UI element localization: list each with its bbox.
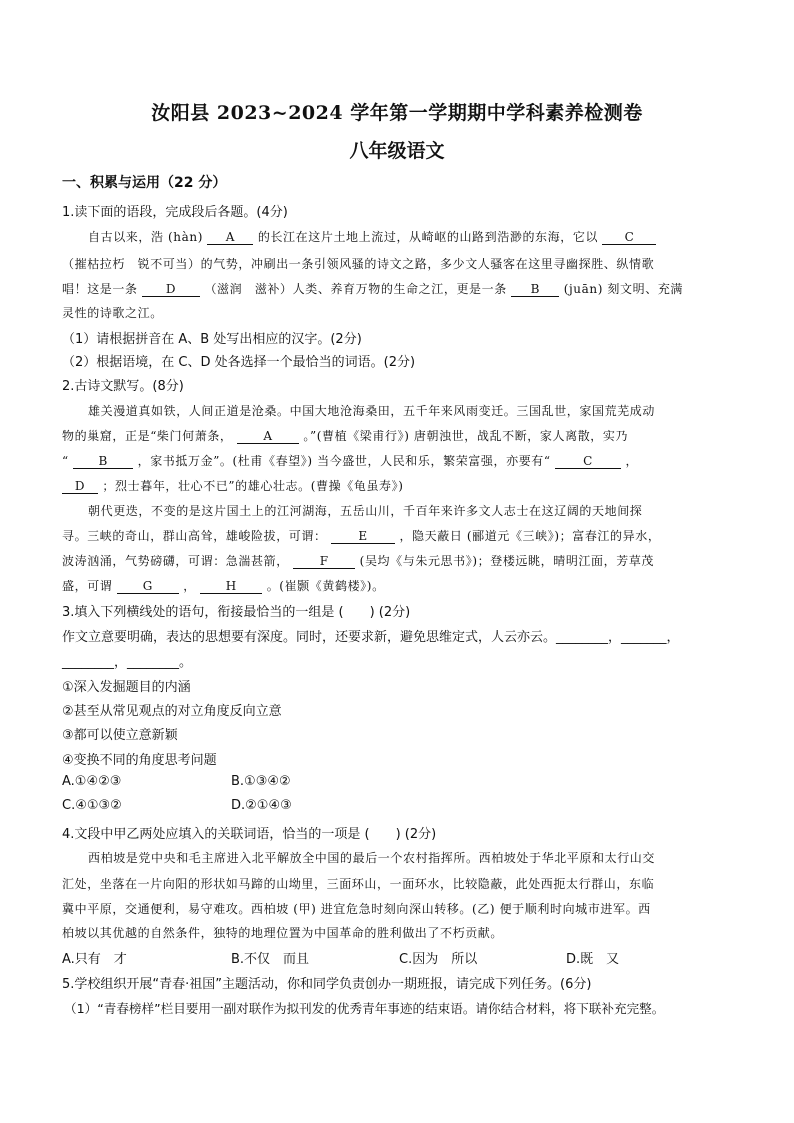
q1-subquestion-2: （2）根据语境，在 C、D 处各选择一个最恰当的词语。(2分) (62, 355, 416, 370)
q1-text: 的长江在这片土地上流过，从崎岖的山路到浩渺的东海，它以 (257, 230, 599, 244)
q4-passage-line: 冀中平原，交通便利，易守难攻。西柏坡 (甲) 进宜危急时刻向深山转移。(乙) 便于顺利时向城市进军。西 (62, 902, 651, 916)
exam-title: 汝阳县 2023~2024 学年第一学期期中学科素养检测卷 (151, 102, 643, 124)
q2-text: ；烈士暮年，壮心不已”的雄心壮志。(曹操《龟虽寿》) (102, 479, 404, 493)
q2-passage-line (62, 452, 638, 469)
q2-blank-b[interactable]: B (73, 454, 133, 469)
q1-text: （滋润 滋补）人类、养育万物的生命之江，更是一条 (204, 282, 507, 296)
q2-text: (吴均《与朱元思书》)；登楼远眺，晴明江面，芳草茂 (359, 554, 655, 568)
q1-blank-c[interactable]: C (602, 230, 656, 245)
q1-text: 唱！这是一条 (62, 282, 138, 296)
question-1-stem: 1.读下面的语段，完成段后各题。(4分) (62, 205, 288, 220)
q1-blank-d[interactable]: D (142, 282, 200, 297)
q4-passage-line: 汇处，坐落在一片向阳的形状如马蹄的山坳里，三面环山，一面环水，比较隐蔽，此处西扼太行群山，东临 (62, 877, 655, 891)
q3-choice-d[interactable]: D.②①④③ (231, 798, 292, 813)
q2-text: 寻。三峡的奇山，群山高耸，雄峻险拔，可谓： (62, 529, 327, 543)
q2-blank-e[interactable]: E (331, 529, 395, 544)
q2-text: 。”(曹植《梁甫行》) 唐朝浊世，战乱不断，家人离散，实乃 (303, 429, 629, 443)
q2-blank-g[interactable]: G (117, 579, 179, 594)
q2-passage-line (62, 527, 660, 544)
q3-statement-4: ④变换不同的角度思考问题 (62, 753, 217, 768)
q2-text: 盛，可谓 (62, 579, 113, 593)
q1-subquestion-1: （1）请根据拼音在 A、B 处写出相应的汉字。(2分) (62, 332, 362, 347)
q2-text: 物的巢窟，正是“柴门何萧条， (62, 429, 233, 443)
q2-text: ， (183, 579, 196, 593)
q3-choice-c[interactable]: C.④①③② (62, 798, 122, 813)
q4-passage-line: 西柏坡是党中央和毛主席进入北平解放全中国的最后一个农村指挥所。西柏坡处于华北平原和太行山交 (88, 851, 656, 865)
question-2-stem: 2.古诗文默写。(8分) (62, 379, 184, 394)
q1-blank-a[interactable]: A (207, 230, 253, 245)
q2-blank-h[interactable]: H (200, 579, 262, 594)
q2-text: “ (62, 454, 69, 468)
question-4-stem: 4.文段中甲乙两处应填入的关联词语，恰当的一项是 ( ) (2分) (62, 827, 437, 842)
q1-passage-line: 灵性的诗歌之江。 (62, 306, 163, 320)
q1-passage-line (62, 280, 683, 297)
q3-statement-1: ①深入发掘题目的内涵 (62, 680, 191, 695)
q2-blank-c[interactable]: C (555, 454, 621, 469)
q4-passage-line: 柏坡以其优越的自然条件，独特的地理位置为中国革命的胜利做出了不朽贡献。 (62, 926, 504, 940)
q2-text: ，家书抵万金”。(杜甫《春望》) 当今盛世，人民和乐，繁荣富强，亦要有“ (137, 454, 551, 468)
section-heading: 一、积累与运用（22 分） (62, 175, 227, 191)
q2-passage-line: 雄关漫道真如铁，人间正道是沧桑。中国大地沧海桑田，五千年来风雨变迁。三国乱世，家国荒芜成动 (88, 404, 656, 418)
q1-blank-b[interactable]: B (511, 282, 559, 297)
q2-passage-line (62, 427, 628, 444)
q4-choice-a[interactable]: A.只有 才 (62, 952, 127, 967)
exam-subtitle: 八年级语文 (349, 140, 445, 162)
q1-text: (juān) 刻文明、充满 (563, 282, 684, 296)
q2-passage-line (62, 577, 385, 594)
q2-text: 波涛汹涌，气势磅礴，可谓：急湍甚箭， (62, 554, 289, 568)
q3-choice-a[interactable]: A.①④②③ (62, 774, 122, 789)
question-3-stem: 3.填入下列横线处的语句，衔接最恰当的一组是 ( ) (2分) (62, 605, 411, 620)
q2-text: ， (625, 454, 639, 468)
q2-passage-line (62, 552, 654, 569)
q2-text: 。(崔颢《黄鹤楼》)。 (266, 579, 385, 593)
q2-blank-f[interactable]: F (293, 554, 355, 569)
q3-statement-3: ③都可以使立意新颖 (62, 728, 178, 743)
q1-passage-line: （摧枯拉朽 锐不可当）的气势，冲刷出一条引领风骚的诗文之路，多少文人骚客在这里寻幽探胜、纵情歌 (62, 257, 655, 271)
q3-choice-b[interactable]: B.①③④② (231, 774, 291, 789)
q2-blank-d[interactable]: D (62, 479, 98, 494)
q5-subquestion-1: （1）“青春榜样”栏目要用一副对联作为拟刊发的优秀青年事迹的结束语。请你结合材料，将下联补充完整。 (64, 1001, 665, 1016)
q4-choice-d[interactable]: D.既 又 (566, 952, 620, 967)
q4-choice-b[interactable]: B.不仅 而且 (231, 952, 310, 967)
q3-text-line: ________，________。 (62, 655, 193, 670)
q3-statement-2: ②甚至从常见观点的对立角度反向立意 (62, 704, 282, 719)
q2-text: ，隐天蔽日 (郦道元《三峡》)；富春江的异水， (399, 529, 661, 543)
question-5-stem: 5.学校组织开展“青春·祖国”主题活动，你和同学负责创办一期班报，请完成下列任务。(6分) (62, 977, 592, 992)
q3-text-line: 作文立意要明确，表达的思想要有深度。同时，还要求新，避免思维定式，人云亦云。________，_______， (62, 630, 680, 645)
q2-blank-a[interactable]: A (237, 429, 299, 444)
q1-text: 自古以来，浩 (hàn) (88, 230, 203, 244)
q4-choice-c[interactable]: C.因为 所以 (399, 952, 478, 967)
q2-passage-line (62, 477, 404, 494)
q1-passage-line (88, 228, 656, 245)
q2-passage-line: 朝代更迭，不变的是这片国土上的江河湖海，五岳山川，千百年来许多文人志士在这辽阔的天地间探 (88, 504, 643, 518)
